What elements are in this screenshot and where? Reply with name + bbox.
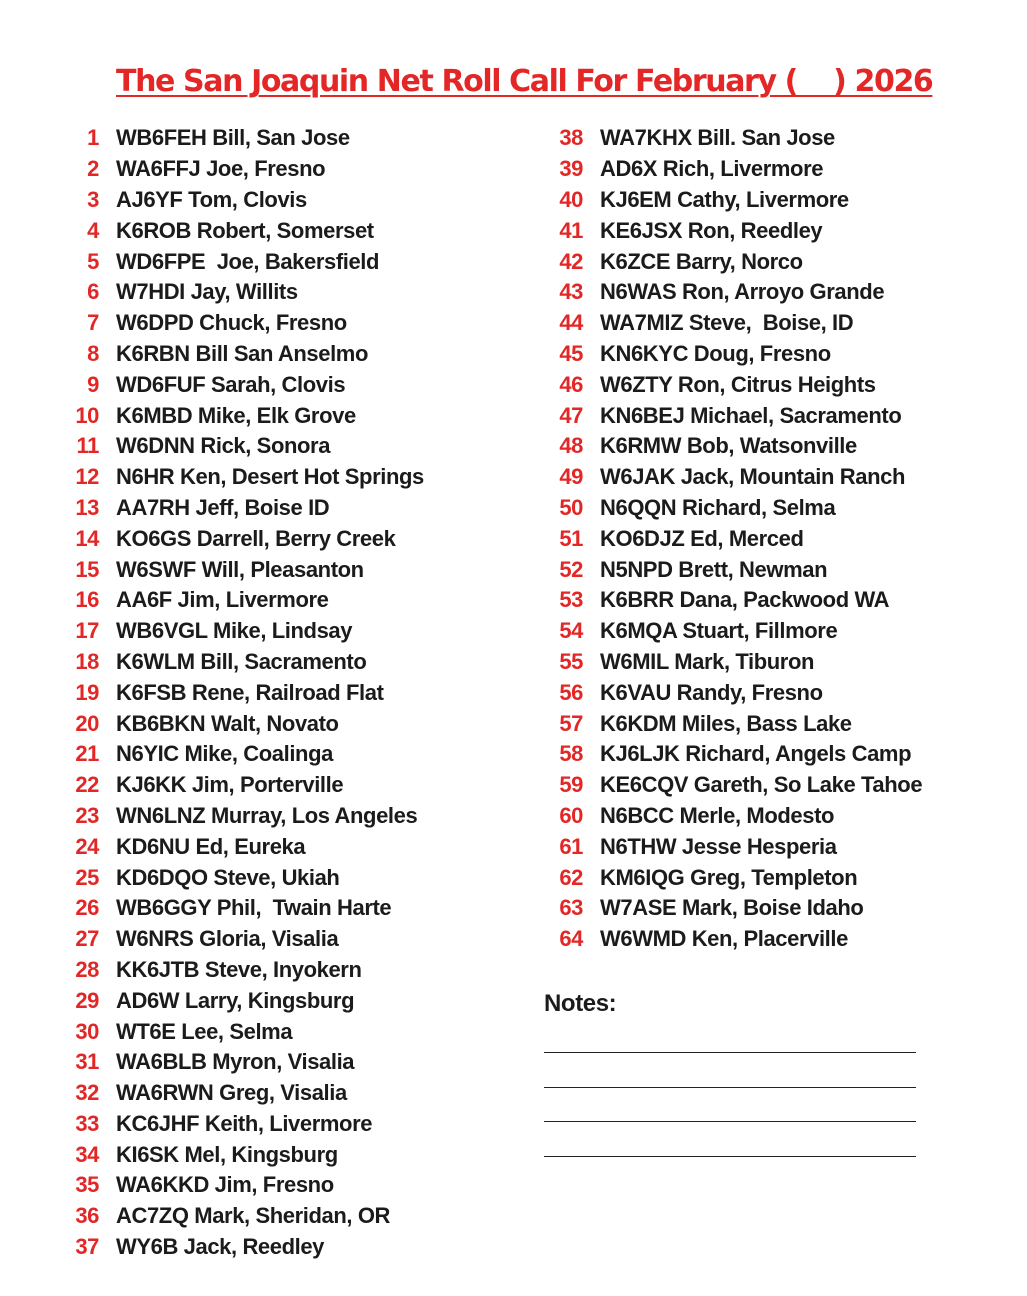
roll-call-entry	[60, 708, 424, 739]
roll-call-number: 13	[75, 494, 99, 520]
roll-call-entry	[60, 123, 424, 154]
roll-call-number: 40	[559, 186, 583, 212]
roll-call-name: KO6GS Darrell, Berry Creek	[116, 525, 396, 551]
roll-call-name: N6HR Ken, Desert Hot Springs	[116, 464, 424, 490]
roll-call-number: 26	[75, 895, 99, 921]
roll-call-name: KN6BEJ Michael, Sacramento	[600, 402, 902, 428]
roll-call-entry	[60, 1109, 424, 1140]
roll-call-name: AA7RH Jeff, Boise ID	[116, 494, 330, 520]
roll-call-entry	[60, 339, 424, 370]
roll-call-number: 14	[75, 525, 99, 551]
roll-call-list-right	[540, 123, 922, 955]
roll-call-number: 60	[559, 802, 583, 828]
roll-call-name: K6RBN Bill San Anselmo	[116, 340, 368, 366]
roll-call-entry	[60, 308, 424, 339]
roll-call-name: K6KDM Miles, Bass Lake	[600, 710, 852, 736]
roll-call-number: 61	[559, 833, 583, 859]
roll-call-entry	[60, 462, 424, 493]
roll-call-entry	[60, 585, 424, 616]
roll-call-entry	[60, 154, 424, 185]
roll-call-number: 7	[87, 310, 99, 336]
roll-call-entry	[540, 369, 922, 400]
roll-call-name: WB6FEH Bill, San Jose	[116, 125, 350, 151]
roll-call-number: 42	[559, 248, 583, 274]
roll-call-name: N6QQN Richard, Selma	[600, 494, 836, 520]
roll-call-entry	[540, 308, 922, 339]
roll-call-number: 17	[75, 618, 99, 644]
roll-call-number: 30	[75, 1018, 99, 1044]
roll-call-name: N6WAS Ron, Arroyo Grande	[600, 279, 885, 305]
roll-call-name: KE6JSX Ron, Reedley	[600, 217, 823, 243]
roll-call-entry	[540, 924, 922, 955]
roll-call-name: WN6LNZ Murray, Los Angeles	[116, 802, 418, 828]
roll-call-entry	[60, 369, 424, 400]
roll-call-name: KI6SK Mel, Kingsburg	[116, 1141, 338, 1167]
roll-call-number: 9	[87, 371, 99, 397]
roll-call-name: KJ6KK Jim, Porterville	[116, 772, 344, 798]
roll-call-number: 45	[559, 340, 583, 366]
roll-call-name: KE6CQV Gareth, So Lake Tahoe	[600, 772, 923, 798]
roll-call-entry	[540, 431, 922, 462]
roll-call-name: WD6FPE Joe, Bakersfield	[116, 248, 380, 274]
roll-call-entry	[60, 185, 424, 216]
roll-call-number: 64	[559, 926, 583, 952]
roll-call-entry	[540, 339, 922, 370]
roll-call-name: WA6KKD Jim, Fresno	[116, 1172, 334, 1198]
roll-call-name: WA7KHX Bill. San Jose	[600, 125, 835, 151]
roll-call-entry	[540, 801, 922, 832]
roll-call-name: KN6KYC Doug, Fresno	[600, 340, 831, 366]
roll-call-entry	[60, 554, 424, 585]
roll-call-name: WD6FUF Sarah, Clovis	[116, 371, 346, 397]
roll-call-number: 57	[559, 710, 583, 736]
roll-call-name: K6VAU Randy, Fresno	[600, 679, 823, 705]
roll-call-number: 51	[559, 525, 583, 551]
roll-call-entry	[540, 739, 922, 770]
roll-call-name: W6ZTY Ron, Citrus Heights	[600, 371, 876, 397]
roll-call-number: 27	[75, 926, 99, 952]
roll-call-name: KM6IQG Greg, Templeton	[600, 864, 858, 890]
roll-call-name: W6NRS Gloria, Visalia	[116, 926, 339, 952]
notes-blank-line	[544, 1087, 916, 1088]
roll-call-name: K6MBD Mike, Elk Grove	[116, 402, 356, 428]
roll-call-entry	[60, 277, 424, 308]
roll-call-name: AJ6YF Tom, Clovis	[116, 186, 307, 212]
notes-blank-line	[544, 1052, 916, 1053]
roll-call-number: 21	[75, 741, 99, 767]
roll-call-number: 38	[559, 125, 583, 151]
roll-call-name: KK6JTB Steve, Inyokern	[116, 956, 362, 982]
roll-call-entry	[60, 862, 424, 893]
page-title: The San Joaquin Net Roll Call For February ( ) 2026	[116, 64, 933, 99]
roll-call-number: 63	[559, 895, 583, 921]
roll-call-number: 53	[559, 587, 583, 613]
roll-call-name: N6YIC Mike, Coalinga	[116, 741, 333, 767]
roll-call-name: KD6DQO Steve, Ukiah	[116, 864, 340, 890]
roll-call-name: W6DNN Rick, Sonora	[116, 433, 331, 459]
roll-call-entry	[60, 215, 424, 246]
roll-call-name: W6WMD Ken, Placerville	[600, 926, 848, 952]
roll-call-name: WA7MIZ Steve, Boise, ID	[600, 310, 854, 336]
roll-call-number: 4	[87, 217, 99, 243]
roll-call-name: WB6VGL Mike, Lindsay	[116, 618, 353, 644]
roll-call-number: 55	[559, 648, 583, 674]
roll-call-number: 16	[75, 587, 99, 613]
roll-call-name: W6SWF Will, Pleasanton	[116, 556, 364, 582]
roll-call-number: 31	[75, 1049, 99, 1075]
notes-label: Notes:	[544, 990, 617, 1017]
roll-call-entry	[540, 585, 922, 616]
roll-call-entry	[540, 123, 922, 154]
roll-call-name: W6JAK Jack, Mountain Ranch	[600, 464, 905, 490]
roll-call-entry	[60, 1078, 424, 1109]
roll-call-number: 36	[75, 1203, 99, 1229]
roll-call-entry	[60, 616, 424, 647]
roll-call-entry	[540, 770, 922, 801]
roll-call-number: 2	[87, 156, 99, 182]
roll-call-number: 49	[559, 464, 583, 490]
roll-call-number: 48	[559, 433, 583, 459]
roll-call-name: KB6BKN Walt, Novato	[116, 710, 339, 736]
roll-call-entry	[540, 493, 922, 524]
roll-call-number: 34	[75, 1141, 99, 1167]
roll-call-number: 43	[559, 279, 583, 305]
roll-call-name: N6BCC Merle, Modesto	[600, 802, 835, 828]
roll-call-name: AD6W Larry, Kingsburg	[116, 987, 355, 1013]
roll-call-number: 50	[559, 494, 583, 520]
roll-call-number: 8	[87, 340, 99, 366]
roll-call-number: 39	[559, 156, 583, 182]
roll-call-entry	[540, 677, 922, 708]
roll-call-number: 52	[559, 556, 583, 582]
roll-call-list-left	[60, 123, 424, 1262]
roll-call-name: WA6FFJ Joe, Fresno	[116, 156, 326, 182]
roll-call-entry	[60, 955, 424, 986]
roll-call-entry	[540, 185, 922, 216]
roll-call-entry	[540, 400, 922, 431]
roll-call-name: W6DPD Chuck, Fresno	[116, 310, 347, 336]
notes-blank-line	[544, 1156, 916, 1157]
roll-call-number: 12	[75, 464, 99, 490]
roll-call-entry	[60, 400, 424, 431]
roll-call-entry	[540, 862, 922, 893]
roll-call-name: K6MQA Stuart, Fillmore	[600, 618, 838, 644]
roll-call-name: W7ASE Mark, Boise Idaho	[600, 895, 864, 921]
roll-call-entry	[60, 985, 424, 1016]
roll-call-number: 59	[559, 772, 583, 798]
roll-call-entry	[60, 1201, 424, 1232]
roll-call-entry	[60, 893, 424, 924]
roll-call-number: 41	[559, 217, 583, 243]
roll-call-name: KJ6EM Cathy, Livermore	[600, 186, 849, 212]
roll-call-number: 32	[75, 1080, 99, 1106]
roll-call-number: 20	[75, 710, 99, 736]
roll-call-name: N6THW Jesse Hesperia	[600, 833, 837, 859]
roll-call-number: 56	[559, 679, 583, 705]
roll-call-name: K6RMW Bob, Watsonville	[600, 433, 857, 459]
roll-call-number: 28	[75, 956, 99, 982]
roll-call-entry	[540, 893, 922, 924]
roll-call-entry	[540, 215, 922, 246]
roll-call-entry	[540, 647, 922, 678]
roll-call-number: 47	[559, 402, 583, 428]
roll-call-name: W6MIL Mark, Tiburon	[600, 648, 815, 674]
roll-call-name: KJ6LJK Richard, Angels Camp	[600, 741, 912, 767]
roll-call-name: WY6B Jack, Reedley	[116, 1234, 325, 1260]
roll-call-name: KD6NU Ed, Eureka	[116, 833, 306, 859]
roll-call-number: 54	[559, 618, 583, 644]
roll-call-name: WA6BLB Myron, Visalia	[116, 1049, 355, 1075]
notes-blank-line	[544, 1121, 916, 1122]
roll-call-name: K6FSB Rene, Railroad Flat	[116, 679, 384, 705]
roll-call-entry	[540, 523, 922, 554]
roll-call-name: AC7ZQ Mark, Sheridan, OR	[116, 1203, 391, 1229]
roll-call-entry	[60, 1016, 424, 1047]
roll-call-entry	[60, 431, 424, 462]
roll-call-number: 3	[87, 186, 99, 212]
roll-call-number: 35	[75, 1172, 99, 1198]
roll-call-entry	[60, 246, 424, 277]
roll-call-number: 37	[75, 1234, 99, 1260]
roll-call-number: 15	[75, 556, 99, 582]
roll-call-number: 22	[75, 772, 99, 798]
roll-call-number: 19	[75, 679, 99, 705]
roll-call-entry	[540, 246, 922, 277]
roll-call-name: K6ZCE Barry, Norco	[600, 248, 803, 274]
roll-call-entry	[540, 277, 922, 308]
roll-call-number: 25	[75, 864, 99, 890]
roll-call-number: 6	[87, 279, 99, 305]
roll-call-entry	[540, 462, 922, 493]
roll-call-entry	[60, 1170, 424, 1201]
roll-call-entry	[60, 739, 424, 770]
roll-call-entry	[60, 1047, 424, 1078]
roll-call-name: AA6F Jim, Livermore	[116, 587, 329, 613]
roll-call-entry	[60, 770, 424, 801]
roll-call-number: 29	[75, 987, 99, 1013]
roll-call-entry	[60, 801, 424, 832]
roll-call-name: AD6X Rich, Livermore	[600, 156, 824, 182]
roll-call-name: K6BRR Dana, Packwood WA	[600, 587, 890, 613]
roll-call-entry	[60, 924, 424, 955]
roll-call-name: W7HDI Jay, Willits	[116, 279, 298, 305]
roll-call-entry	[540, 154, 922, 185]
roll-call-entry	[60, 1232, 424, 1263]
roll-call-name: KC6JHF Keith, Livermore	[116, 1110, 373, 1136]
roll-call-number: 62	[559, 864, 583, 890]
roll-call-number: 58	[559, 741, 583, 767]
roll-call-number: 18	[75, 648, 99, 674]
roll-call-entry	[540, 708, 922, 739]
roll-call-number: 1	[87, 125, 99, 151]
roll-call-name: KO6DJZ Ed, Merced	[600, 525, 804, 551]
roll-call-number: 23	[75, 802, 99, 828]
roll-call-entry	[540, 831, 922, 862]
roll-call-number: 10	[75, 402, 99, 428]
roll-call-number: 33	[75, 1110, 99, 1136]
roll-call-name: WB6GGY Phil, Twain Harte	[116, 895, 392, 921]
roll-call-number: 11	[76, 433, 99, 459]
roll-call-entry	[60, 677, 424, 708]
roll-call-entry	[60, 493, 424, 524]
roll-call-name: K6WLM Bill, Sacramento	[116, 648, 367, 674]
roll-call-name: WA6RWN Greg, Visalia	[116, 1080, 347, 1106]
roll-call-number: 24	[75, 833, 99, 859]
roll-call-name: N5NPD Brett, Newman	[600, 556, 828, 582]
roll-call-entry	[60, 831, 424, 862]
roll-call-entry	[540, 616, 922, 647]
roll-call-number: 5	[87, 248, 99, 274]
roll-call-entry	[60, 523, 424, 554]
roll-call-name: K6ROB Robert, Somerset	[116, 217, 374, 243]
roll-call-name: WT6E Lee, Selma	[116, 1018, 293, 1044]
roll-call-entry	[540, 554, 922, 585]
roll-call-entry	[60, 1139, 424, 1170]
roll-call-number: 44	[559, 310, 583, 336]
roll-call-entry	[60, 647, 424, 678]
roll-call-number: 46	[559, 371, 583, 397]
